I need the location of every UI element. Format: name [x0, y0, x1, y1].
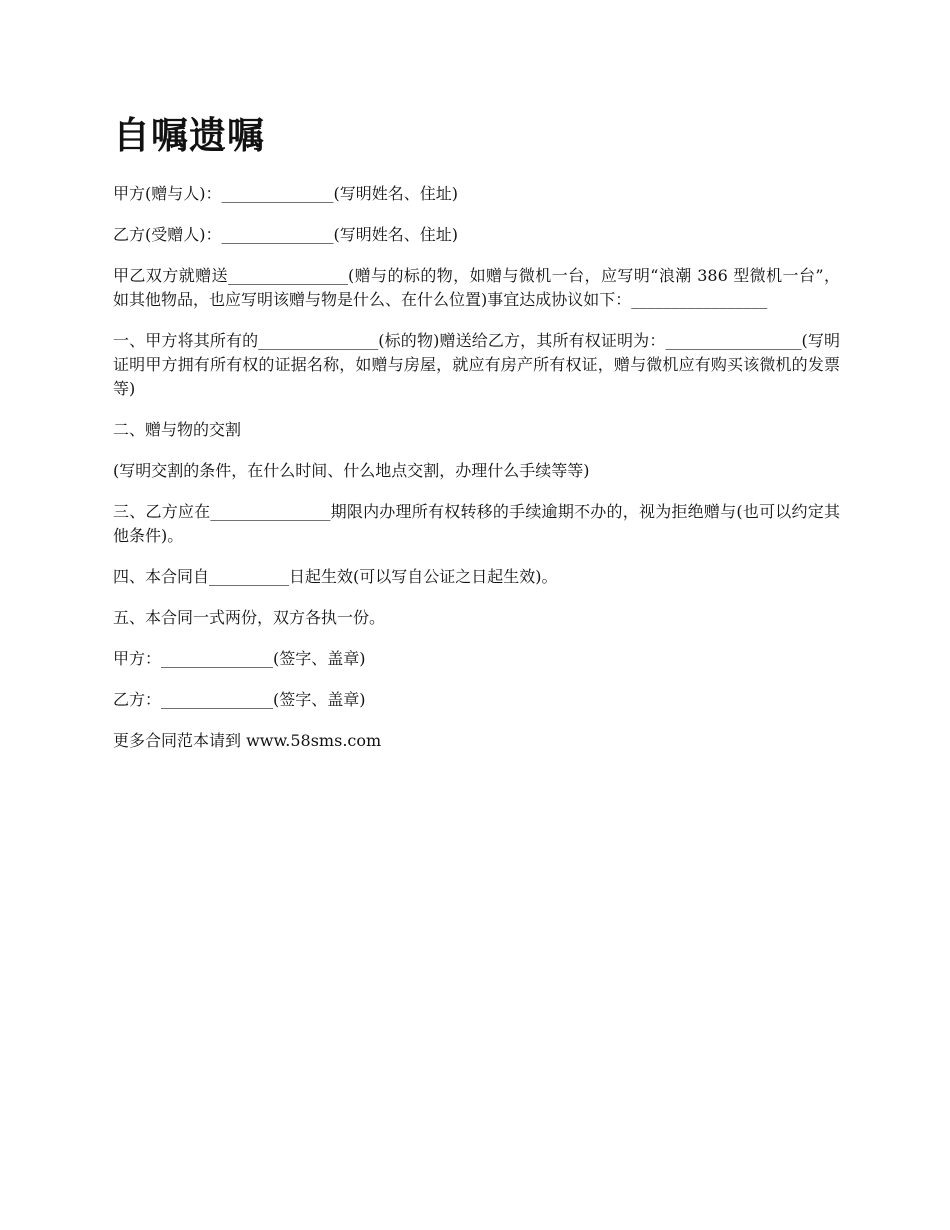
clause-five: 五、本合同一式两份，双方各执一份。: [113, 608, 386, 627]
party-b-line: 乙方(受赠人)：______________(写明姓名、住址): [113, 225, 458, 244]
clause-three: 三、乙方应在_______________期限内办理所有权转移的手续逾期不办的，视为拒绝赠与(也可以约定其他条件)。: [113, 502, 840, 545]
clause-two-heading: 二、赠与物的交割: [113, 420, 242, 439]
document-title: 自嘱遗嘱: [113, 114, 265, 157]
clause-four: 四、本合同自__________日起生效(可以写自公证之日起生效)。: [113, 567, 558, 586]
party-a-signature: 甲方：______________(签字、盖章): [113, 649, 366, 668]
document-page: [113, 112, 840, 770]
preamble-paragraph: 甲乙双方就赠送_______________(赠与的标的物，如赠与微机一台，应写明“浪潮 386 型微机一台”，如其他物品，也应写明该赠与物是什么、在什么位置)事宜达成协议如下：_________________: [113, 266, 840, 309]
clause-one: 一、甲方将其所有的_______________(标的物)赠送给乙方，其所有权证明为：_________________(写明证明甲方拥有所有权的证据名称，如赠与房屋，就应有房产所有权证，赠与微机应有购买该微机的发票等): [113, 331, 840, 398]
clause-two-note: (写明交割的条件，在什么时间、什么地点交割，办理什么手续等等): [113, 461, 590, 480]
party-b-signature: 乙方：______________(签字、盖章): [113, 690, 366, 709]
party-a-line: 甲方(赠与人)：______________(写明姓名、住址): [113, 184, 458, 203]
more-templates-note: 更多合同范本请到 www.58sms.com: [113, 731, 382, 750]
